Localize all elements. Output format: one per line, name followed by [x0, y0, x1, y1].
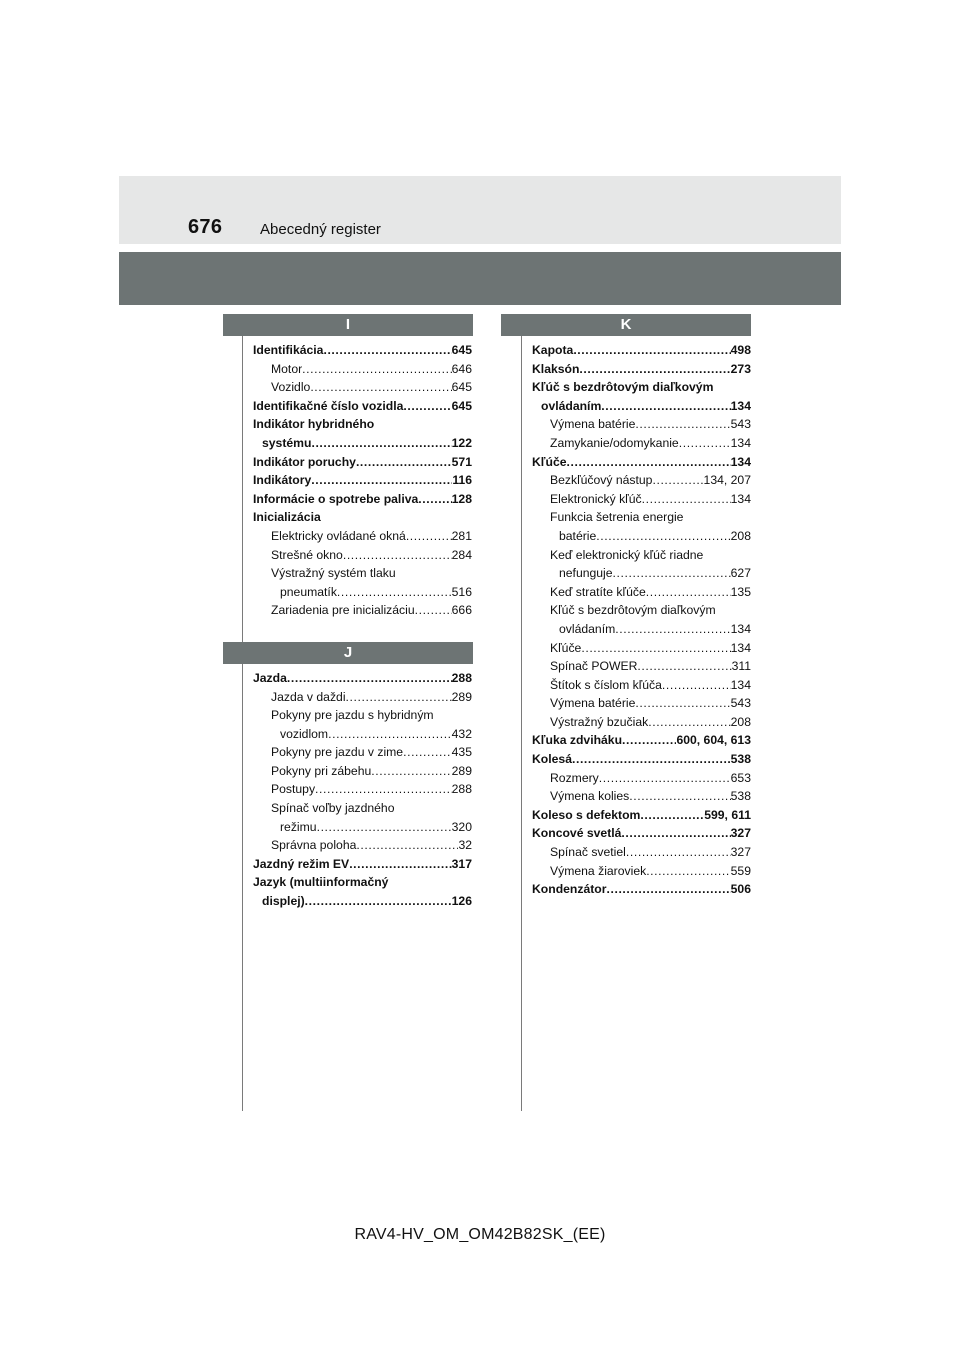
index-entry: Výstražný bzučiak ..... 208 — [532, 713, 751, 732]
index-entry: Rozmery ..... 653 — [532, 769, 751, 788]
index-entry: displej) ..... 126 — [253, 892, 472, 911]
index-entry: Pokyny pre jazdu v zime ..... 435 — [253, 743, 472, 762]
index-entry: vozidlom ..... 432 — [253, 725, 472, 744]
index-entry: Funkcia šetrenia energie — [550, 510, 684, 525]
section-i-entries — [243, 336, 472, 620]
index-entry: Koncové svetlá ..... 327 — [532, 824, 751, 843]
index-entry: Výmena kolies ..... 538 — [532, 787, 751, 806]
index-entry: Pokyny pre jazdu s hybridným — [271, 708, 434, 723]
index-entry: ovládaním ..... 134 — [532, 620, 751, 639]
index-entry: Identifikácia ..... 645 — [253, 341, 472, 360]
index-entry: nefunguje ..... 627 — [532, 564, 751, 583]
document-code: RAV4-HV_OM_OM42B82SK_(EE) — [354, 1226, 606, 1243]
index-entry: Kľúč s bezdrôtovým diaľkovým — [550, 603, 716, 618]
index-entry: Elektronický kľúč ..... 134 — [532, 490, 751, 509]
index-entry: režimu ..... 320 — [253, 818, 472, 837]
index-entry: Kľúče ..... 134 — [532, 639, 751, 658]
index-entry: systému ..... 122 — [253, 434, 472, 453]
index-entry: Klaksón ..... 273 — [532, 360, 751, 379]
section-header-k: K — [501, 314, 751, 336]
index-entry: Zariadenia pre inicializáciu ..... 666 — [253, 601, 472, 620]
index-entry: Správna poloha ..... 32 — [253, 836, 472, 855]
index-entry: Štítok s číslom kľúča ..... 134 — [532, 676, 751, 695]
header-divider-band — [119, 252, 841, 305]
page-number: 676 — [188, 216, 223, 238]
section-header-j: J — [223, 642, 473, 664]
index-entry: Kľúče ..... 134 — [532, 453, 751, 472]
index-entry: Zamykanie/odomykanie ..... 134 — [532, 434, 751, 453]
index-column-right — [521, 314, 751, 1111]
index-entry: Indikátor poruchy ..... 571 — [253, 453, 472, 472]
index-entry: Koleso s defektom ..... 599, 611 — [532, 806, 751, 825]
index-entry: Kľuka zdviháku ..... 600, 604, 613 — [532, 731, 751, 750]
index-entry: Strešné okno ..... 284 — [253, 546, 472, 565]
index-entry: Kľúč s bezdrôtovým diaľkovým — [532, 380, 714, 395]
index-entry: Informácie o spotrebe paliva ..... 128 — [253, 490, 472, 509]
index-entry: pneumatík ..... 516 — [253, 583, 472, 602]
index-entry: Jazda v daždi ..... 289 — [253, 688, 472, 707]
index-entry: Inicializácia — [253, 510, 321, 525]
index-entry: Výmena batérie ..... 543 — [532, 694, 751, 713]
index-entry: Spínač voľby jazdného — [271, 801, 395, 816]
index-entry: Keď elektronický kľúč riadne — [550, 547, 704, 562]
index-entry: Keď stratíte kľúče ..... 135 — [532, 583, 751, 602]
index-entry: Výstražný systém tlaku — [271, 566, 396, 581]
page-title: Abecedný register — [260, 221, 381, 238]
index-entry: Spínač POWER ..... 311 — [532, 657, 751, 676]
index-entry: Identifikačné číslo vozidla ..... 645 — [253, 397, 472, 416]
index-entry: Pokyny pri zábehu ..... 289 — [253, 762, 472, 781]
section-k-entries — [522, 336, 751, 899]
index-entry: Elektricky ovládané okná ..... 281 — [253, 527, 472, 546]
index-entry: Jazda ..... 288 — [253, 669, 472, 688]
index-entry: Indikátory ..... 116 — [253, 471, 472, 490]
index-entry: Vozidlo ..... 645 — [253, 378, 472, 397]
index-entry: Jazyk (multiinformačný — [253, 875, 389, 890]
index-entry: Výmena batérie ..... 543 — [532, 415, 751, 434]
index-column-left — [242, 314, 472, 1111]
index-entry: Kolesá ..... 538 — [532, 750, 751, 769]
index-entry: Výmena žiaroviek ..... 559 — [532, 862, 751, 881]
index-entry: Bezkľúčový nástup ..... 134, 207 — [532, 471, 751, 490]
section-j-entries — [243, 664, 472, 911]
index-entry: batérie ..... 208 — [532, 527, 751, 546]
index-entry: Kapota ..... 498 — [532, 341, 751, 360]
index-entry: Jazdný režim EV ..... 317 — [253, 855, 472, 874]
page-header-band — [119, 176, 841, 244]
index-entry: Spínač svetiel ..... 327 — [532, 843, 751, 862]
index-entry: Motor ..... 646 — [253, 360, 472, 379]
index-entry: Postupy ..... 288 — [253, 780, 472, 799]
index-entry: Kondenzátor ..... 506 — [532, 880, 751, 899]
index-entry: ovládaním ..... 134 — [532, 397, 751, 416]
section-header-i: I — [223, 314, 473, 336]
index-entry: Indikátor hybridného — [253, 417, 375, 432]
